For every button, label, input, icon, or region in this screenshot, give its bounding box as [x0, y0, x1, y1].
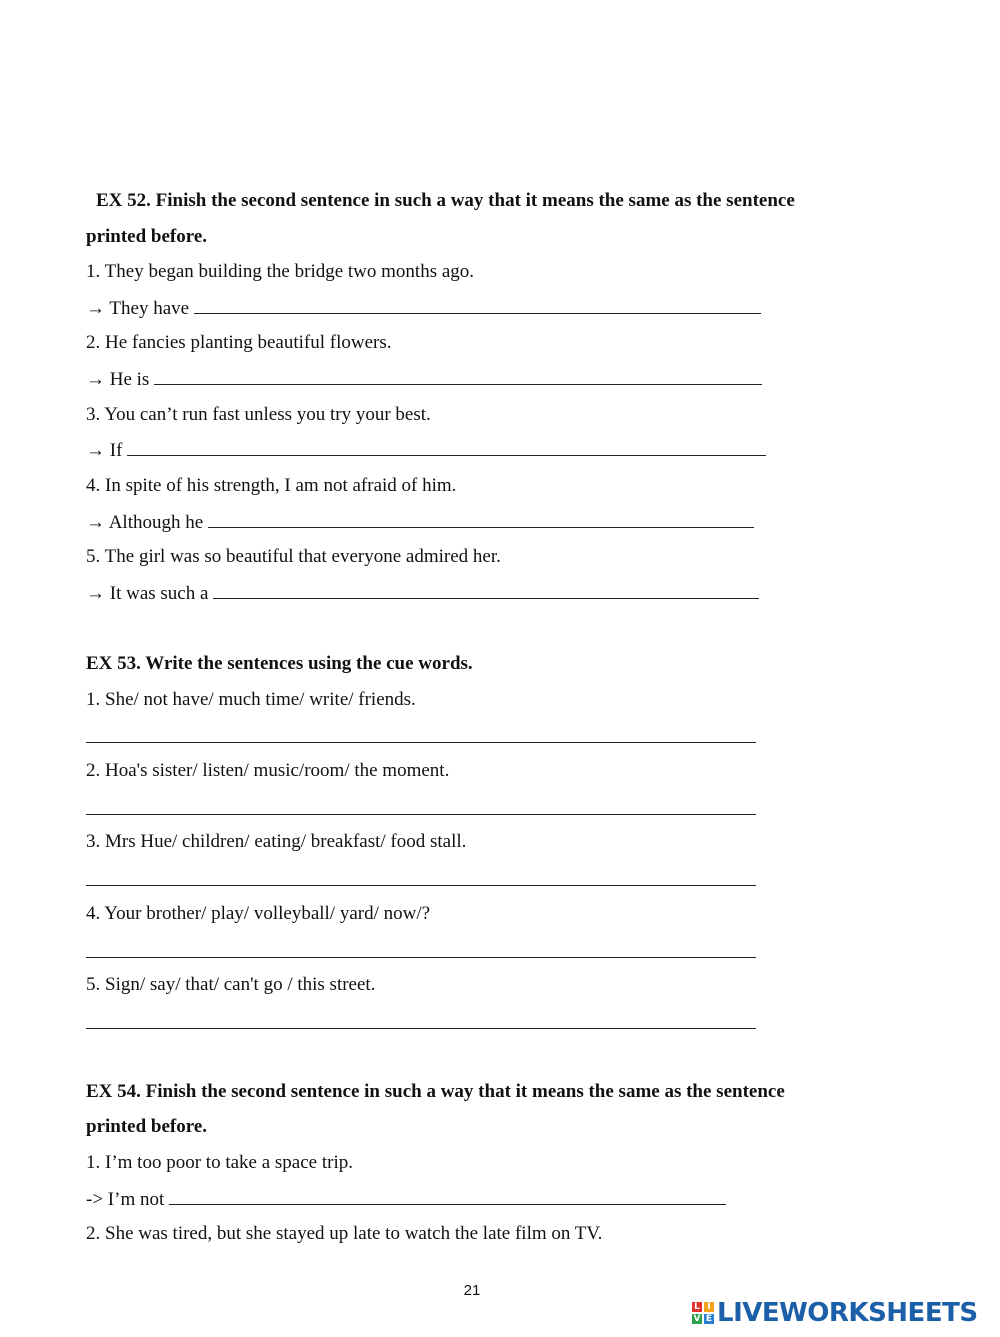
ex52-question-3: 3. You can’t run fast unless you try your best. [86, 404, 431, 425]
ex52-answer-row-3 [86, 438, 766, 463]
ex52-answer-blank-5[interactable] [213, 581, 759, 599]
ex53-answer-line-3[interactable] [86, 885, 756, 886]
ex52-answer-row-2 [86, 367, 762, 392]
ex54-answer-blank-1[interactable] [169, 1187, 726, 1205]
liveworksheets-logo [692, 1296, 978, 1330]
ex53-title: EX 53. Write the sentences using the cue words. [86, 653, 473, 674]
ex53-answer-line-2[interactable] [86, 814, 756, 815]
ex53-cue-1: 1. She/ not have/ much time/ write/ friends. [86, 689, 416, 710]
ex53-answer-line-1[interactable] [86, 742, 756, 743]
ex52-question-5: 5. The girl was so beautiful that everyone admired her. [86, 546, 501, 567]
ex52-answer-prefix-3: → If [86, 440, 123, 461]
ex52-question-1: 1. They began building the bridge two months ago. [86, 261, 475, 282]
ex52-answer-blank-3[interactable] [127, 438, 766, 456]
ex53-cue-4: 4. Your brother/ play/ volleyball/ yard/ now/? [86, 903, 431, 924]
ex53-cue-2: 2. Hoa's sister/ listen/ music/room/ the moment. [86, 760, 450, 781]
ex52-answer-row-1 [86, 296, 761, 321]
ex52-answer-prefix-2: → He is [86, 369, 150, 390]
ex52-title-line1: EX 52. Finish the second sentence in such a way that it means the same as the sentence [96, 190, 795, 211]
page-number: 21 [463, 1282, 481, 1299]
ex52-answer-prefix-5: → It was such a [86, 583, 209, 604]
ex54-title-line1: EX 54. Finish the second sentence in such a way that it means the same as the sentence [86, 1081, 785, 1102]
ex52-answer-blank-2[interactable] [154, 367, 762, 385]
ex54-question-1: 1. I’m too poor to take a space trip. [86, 1152, 353, 1173]
ex53-cue-5: 5. Sign/ say/ that/ can't go / this street. [86, 974, 376, 995]
liveworksheets-logo-icon: L I V E [693, 1302, 713, 1324]
ex52-answer-row-4 [86, 510, 754, 535]
ex54-answer-row-1 [86, 1187, 726, 1212]
ex52-question-2: 2. He fancies planting beautiful flowers. [86, 332, 392, 353]
ex52-answer-prefix-1: → They have [86, 298, 190, 319]
ex53-answer-line-5[interactable] [86, 1028, 756, 1029]
ex52-answer-blank-1[interactable] [194, 296, 761, 314]
liveworksheets-wordmark: LIVEWORKSHEETS [717, 1298, 978, 1328]
ex52-answer-prefix-4: → Although he [86, 512, 204, 533]
ex52-answer-blank-4[interactable] [208, 510, 754, 528]
ex52-title-line2: printed before. [86, 226, 208, 247]
ex54-question-2: 2. She was tired, but she stayed up late to watch the late film on TV. [86, 1223, 603, 1244]
ex54-answer-prefix-1: -> I’m not [86, 1189, 165, 1210]
ex52-question-4: 4. In spite of his strength, I am not afraid of him. [86, 475, 457, 496]
ex52-answer-row-5 [86, 581, 759, 606]
ex53-cue-3: 3. Mrs Hue/ children/ eating/ breakfast/ food stall. [86, 831, 467, 852]
ex54-title-line2: printed before. [86, 1116, 208, 1137]
ex53-answer-line-4[interactable] [86, 957, 756, 958]
